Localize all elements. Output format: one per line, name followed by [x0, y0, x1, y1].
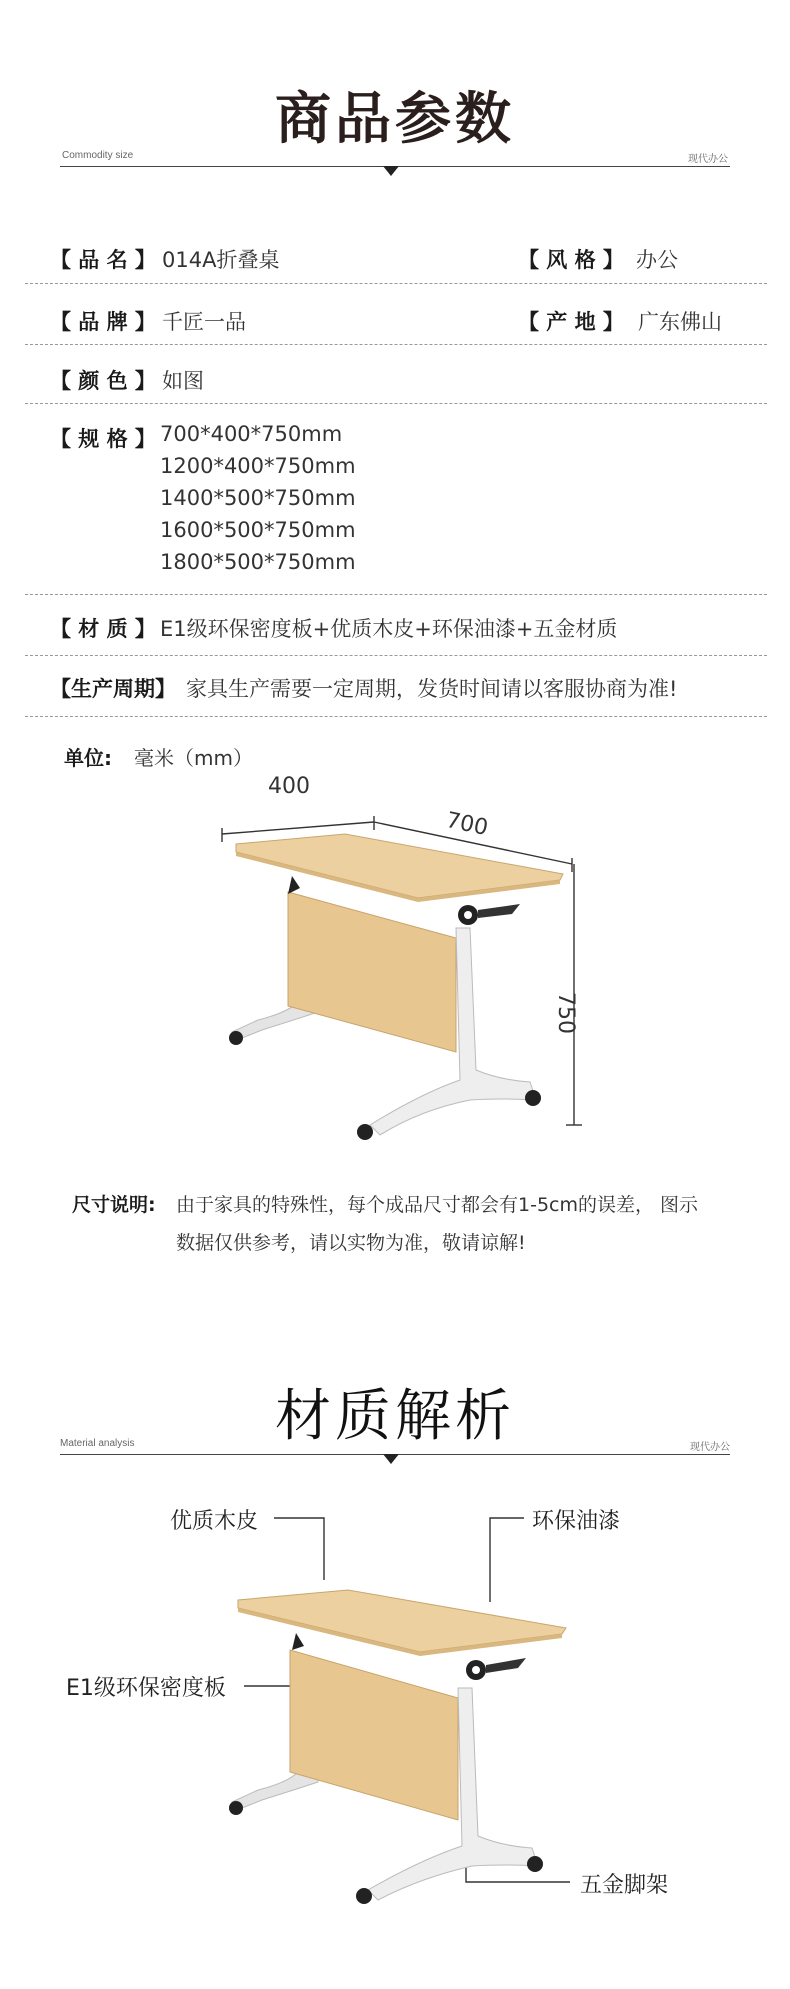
row-divider — [25, 716, 767, 717]
section-subtitle-en: Material analysis — [60, 1438, 135, 1449]
style-value: 办公 — [636, 248, 678, 272]
section-title-material: 材质解析 — [275, 1384, 515, 1449]
unit-value: 毫米（mm） — [134, 746, 253, 770]
depth-dimension-label: 400 — [268, 774, 310, 799]
brand-label: 【 品 牌 】 — [50, 310, 156, 334]
spec-label: 【 规 格 】 — [50, 427, 156, 451]
callout-veneer: 优质木皮 — [170, 1509, 259, 1534]
color-value: 如图 — [162, 369, 204, 393]
spec-list — [160, 418, 356, 578]
size-note-label: 尺寸说明: — [72, 1194, 156, 1216]
divider-triangle-icon — [383, 166, 399, 176]
folding-table-illustration — [229, 834, 563, 1140]
origin-value: 广东佛山 — [638, 310, 722, 334]
spec-item: 1800*500*750mm — [160, 550, 356, 574]
brand-value: 千匠一品 — [162, 310, 246, 334]
width-dimension-label: 700 — [443, 807, 491, 842]
cycle-label: 【生产周期】 — [50, 677, 176, 701]
size-note-line1: 由于家具的特殊性，每个成品尺寸都会有1-5cm的误差， 图示 — [176, 1194, 699, 1216]
row-divider — [25, 594, 767, 595]
origin-label: 【 产 地 】 — [518, 310, 624, 334]
material-label: 【 材 质 】 — [50, 617, 156, 641]
section-subtitle-cn: 现代办公 — [690, 1442, 730, 1453]
material-value: E1级环保密度板+优质木皮+环保油漆+五金材质 — [160, 617, 618, 641]
divider-triangle-icon — [383, 1454, 399, 1464]
dimension-diagram — [0, 780, 790, 1180]
unit-label: 单位: — [64, 746, 112, 770]
callout-frame: 五金脚架 — [580, 1873, 669, 1898]
callout-paint: 环保油漆 — [532, 1509, 621, 1534]
row-divider — [25, 344, 767, 345]
callout-board: E1级环保密度板 — [66, 1676, 226, 1701]
spec-item: 1600*500*750mm — [160, 518, 356, 542]
row-divider — [25, 283, 767, 284]
section-subtitle-en: Commodity size — [62, 150, 134, 161]
size-note-line2: 数据仅供参考，请以实物为准，敬请谅解! — [176, 1232, 526, 1254]
row-divider — [25, 403, 767, 404]
material-diagram — [0, 1490, 790, 1930]
section-subtitle-cn: 现代办公 — [688, 154, 728, 165]
color-label: 【 颜 色 】 — [50, 369, 156, 393]
row-divider — [25, 655, 767, 656]
spec-item: 700*400*750mm — [160, 422, 343, 446]
spec-item: 1200*400*750mm — [160, 454, 356, 478]
cycle-value: 家具生产需要一定周期，发货时间请以客服协商为准! — [186, 677, 678, 701]
section-title-commodity: 商品参数 — [275, 87, 515, 152]
height-dimension-label: 750 — [553, 992, 578, 1034]
style-label: 【 风 格 】 — [518, 248, 624, 272]
spec-item: 1400*500*750mm — [160, 486, 356, 510]
name-value: 014A折叠桌 — [162, 248, 280, 272]
folding-table-illustration — [229, 1590, 566, 1904]
name-label: 【 品 名 】 — [50, 248, 156, 272]
